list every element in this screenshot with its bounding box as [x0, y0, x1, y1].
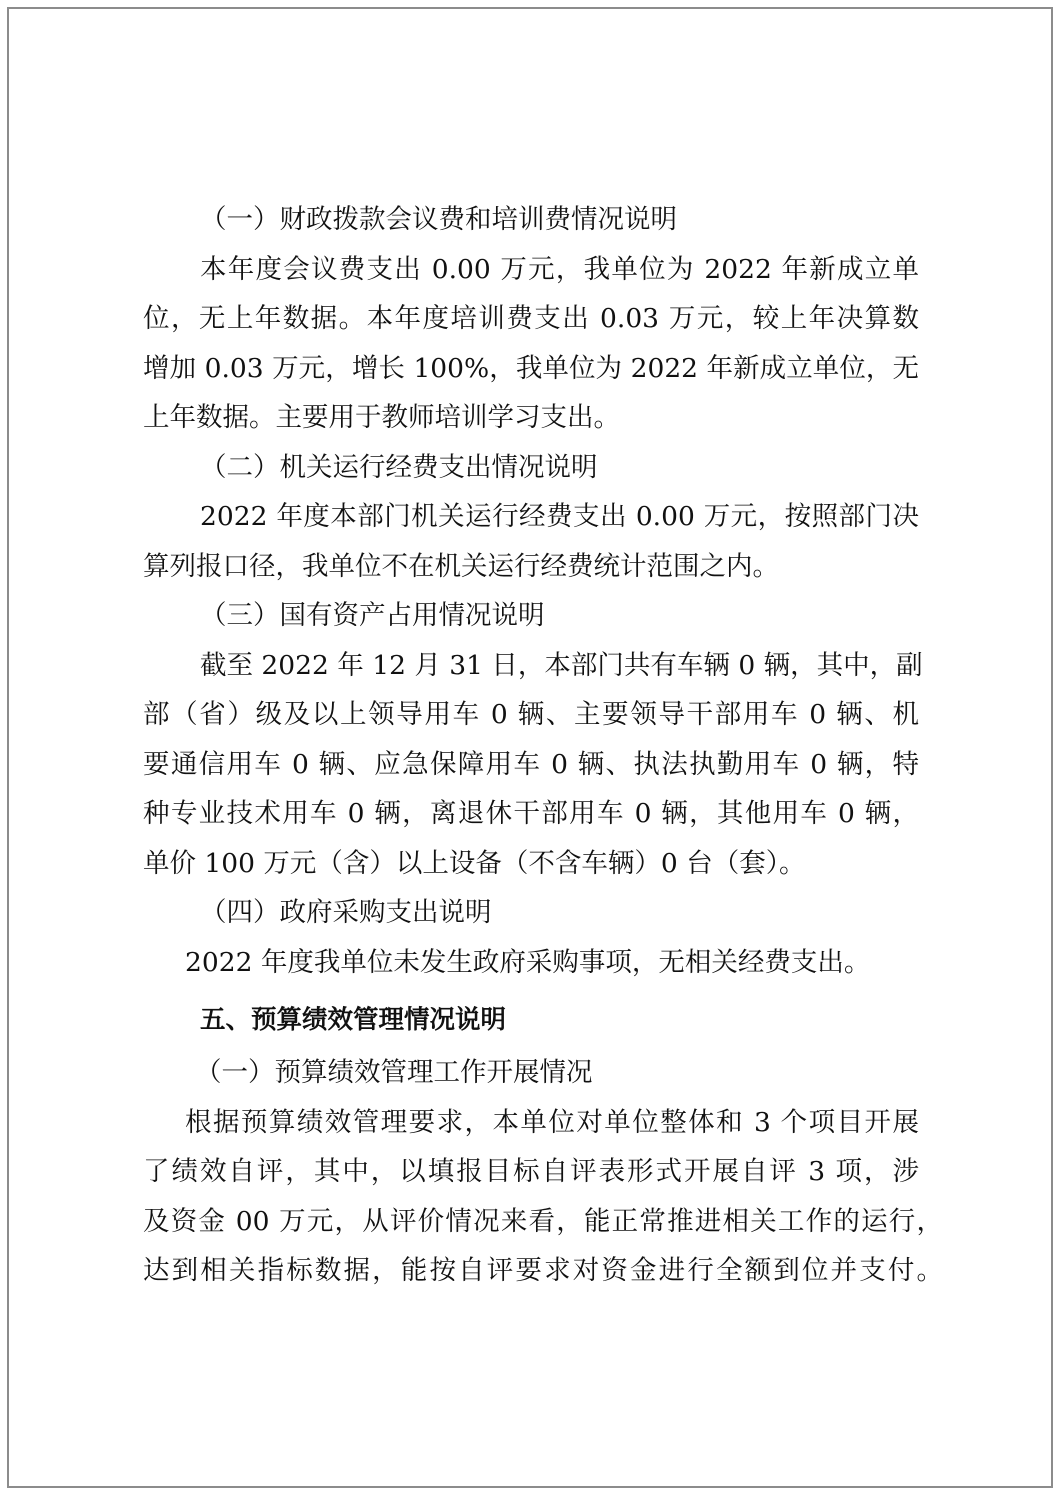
paragraph-line: 单价 100 万元（含）以上设备（不含车辆）0 台（套）。	[143, 847, 806, 879]
paragraph-line: 截至 2022 年 12 月 31 日，本部门共有车辆 0 辆，其中，副	[200, 649, 923, 681]
paragraph-line: 2022 年度本部门机关运行经费支出 0.00 万元，按照部门决	[200, 501, 919, 532]
section-heading-performance-work: （一）预算绩效管理工作开展情况	[195, 1057, 593, 1088]
paragraph-line: 要通信用车 0 辆、应急保障用车 0 辆、执法执勤用车 0 辆，特	[143, 748, 919, 780]
paragraph-line: 2022 年度我单位未发生政府采购事项，无相关经费支出。	[185, 946, 871, 978]
document-body	[143, 195, 943, 1296]
paragraph-line: 本年度会议费支出 0.00 万元，我单位为 2022 年新成立单	[200, 253, 919, 285]
paragraph-line: 位，无上年数据。本年度培训费支出 0.03 万元，较上年决算数	[143, 303, 919, 334]
paragraph-line: 达到相关指标数据，能按自评要求对资金进行全额到位并支付。	[143, 1255, 943, 1286]
chapter-heading-performance-management: 五、预算绩效管理情况说明	[200, 1005, 507, 1035]
paragraph-line: 了绩效自评，其中，以填报目标自评表形式开展自评 3 项，涉	[143, 1156, 919, 1187]
section-heading-state-assets: （三）国有资产占用情况说明	[200, 600, 545, 631]
section-heading-operating-expenses: （二）机关运行经费支出情况说明	[200, 451, 598, 483]
paragraph-line: 算列报口径，我单位不在机关运行经费统计范围之内。	[143, 550, 779, 582]
paragraph-line: 增加 0.03 万元，增长 100%，我单位为 2022 年新成立单位，无	[143, 352, 919, 384]
paragraph-line: 及资金 00 万元，从评价情况来看，能正常推进相关工作的运行，	[143, 1205, 943, 1237]
paragraph-line: 上年数据。主要用于教师培训学习支出。	[143, 402, 620, 433]
section-heading-meeting-training-fees: （一）财政拨款会议费和培训费情况说明	[200, 204, 677, 235]
paragraph-line: 根据预算绩效管理要求，本单位对单位整体和 3 个项目开展	[185, 1106, 919, 1138]
paragraph-line: 种专业技术用车 0 辆，离退休干部用车 0 辆，其他用车 0 辆，	[143, 798, 919, 829]
paragraph-line: 部（省）级及以上领导用车 0 辆、主要领导干部用车 0 辆、机	[143, 699, 919, 730]
section-heading-government-procurement: （四）政府采购支出说明	[200, 897, 492, 928]
